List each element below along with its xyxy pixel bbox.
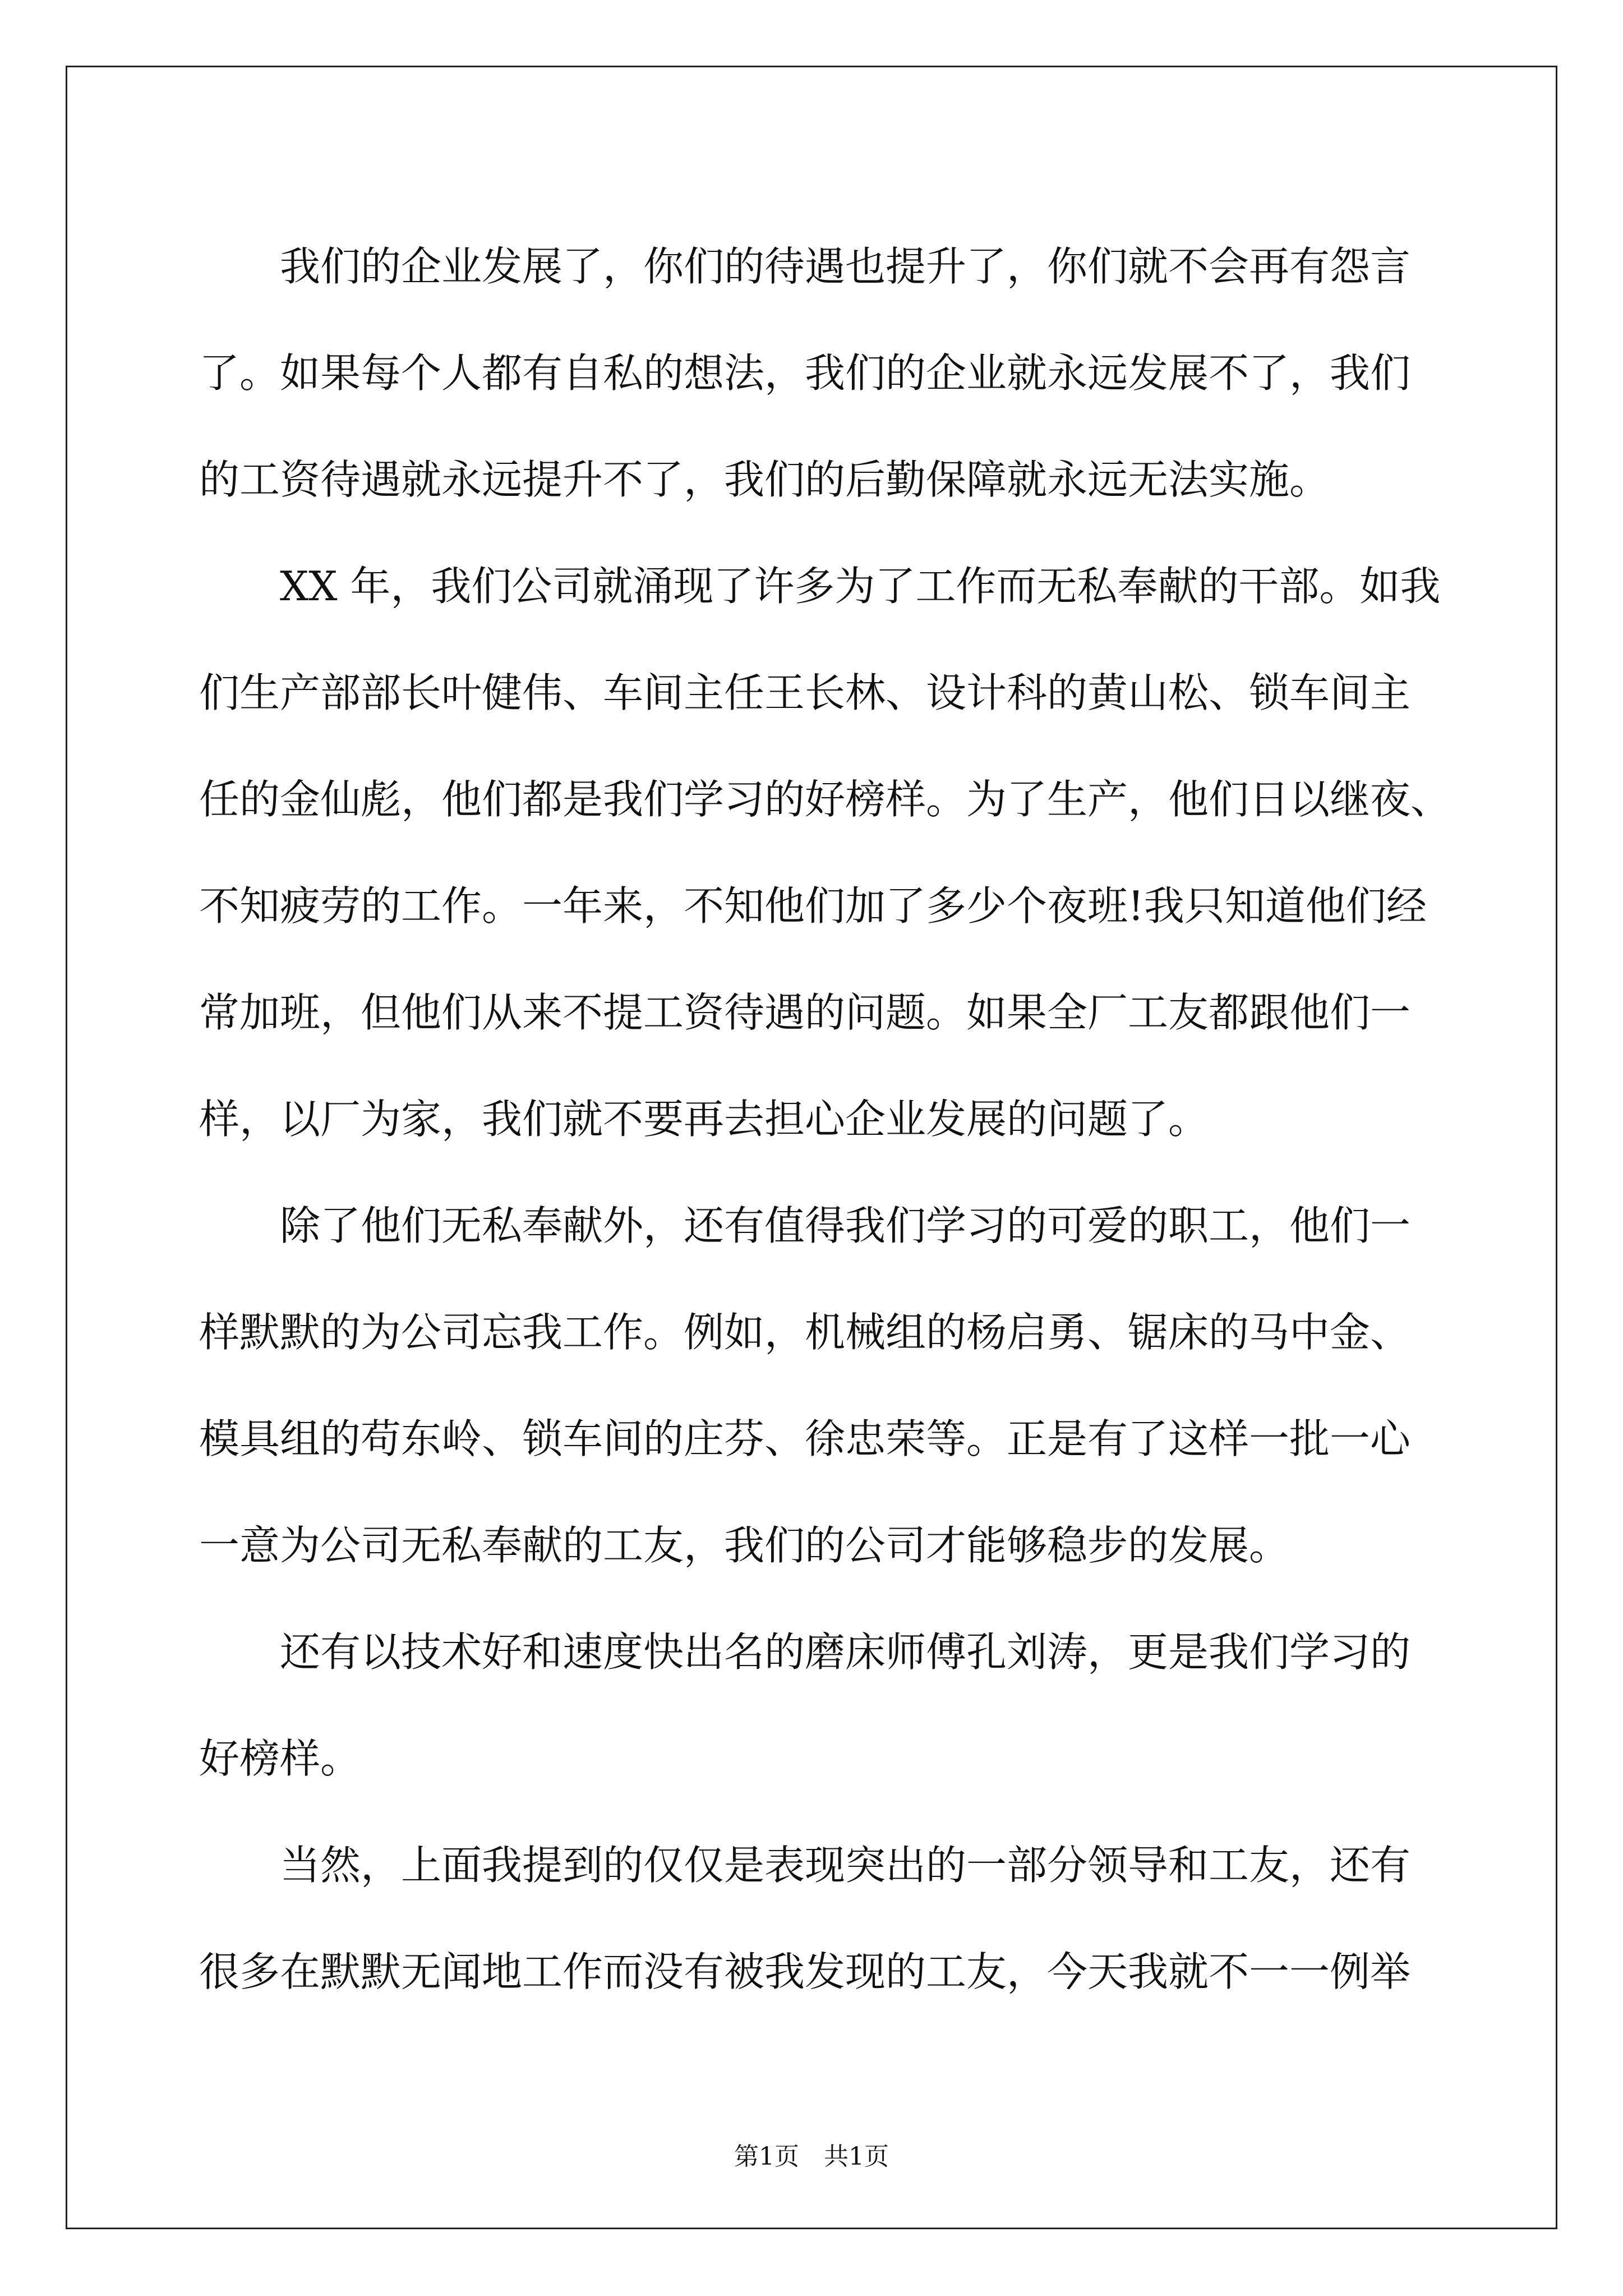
text-line: 不知疲劳的工作。一年来，不知他们加了多少个夜班!我只知道他们经	[199, 882, 1427, 930]
text-line: 了。如果每个人都有自私的想法，我们的企业就永远发展不了，我们	[199, 349, 1411, 397]
text-line: 模具组的苟东岭、锁车间的庄芬、徐忠荣等。正是有了这样一批一心	[199, 1415, 1411, 1462]
text-line: 还有以技术好和速度快出名的磨床师傅孔刘涛，更是我们学习的	[280, 1628, 1411, 1676]
text-line: 除了他们无私奉献外，还有值得我们学习的可爱的职工，他们一	[280, 1202, 1411, 1249]
text-line: 很多在默默无闻地工作而没有被我发现的工友，今天我就不一一例举	[199, 1948, 1411, 1995]
text-line: 任的金仙彪，他们都是我们学习的好榜样。为了生产，他们日以继夜、	[199, 776, 1451, 823]
text-line: 样默默的为公司忘我工作。例如，机械组的杨启勇、锯床的马中金、	[199, 1309, 1411, 1356]
document-body	[199, 213, 1451, 2025]
text-line: 当然，上面我提到的仅仅是表现突出的一部分领导和工友，还有	[280, 1842, 1411, 1889]
text-line: XX 年，我们公司就涌现了许多为了工作而无私奉献的干部。如我	[280, 563, 1441, 610]
text-line: 样，以厂为家，我们就不要再去担心企业发展的问题了。	[199, 1096, 1209, 1143]
text-line: 一意为公司无私奉献的工友，我们的公司才能够稳步的发展。	[199, 1522, 1290, 1569]
text-line: 好榜样。	[199, 1735, 361, 1782]
text-line: 的工资待遇就永远提升不了，我们的后勤保障就永远无法实施。	[199, 456, 1330, 503]
text-line: 常加班，但他们从来不提工资待遇的问题。如果全厂工友都跟他们一	[199, 989, 1411, 1036]
page-footer: 第1页 共1页	[734, 2142, 889, 2171]
text-line: 们生产部部长叶健伟、车间主任王长林、设计科的黄山松、锁车间主	[199, 669, 1411, 716]
text-line: 我们的企业发展了，你们的待遇也提升了，你们就不会再有怨言	[280, 243, 1411, 290]
